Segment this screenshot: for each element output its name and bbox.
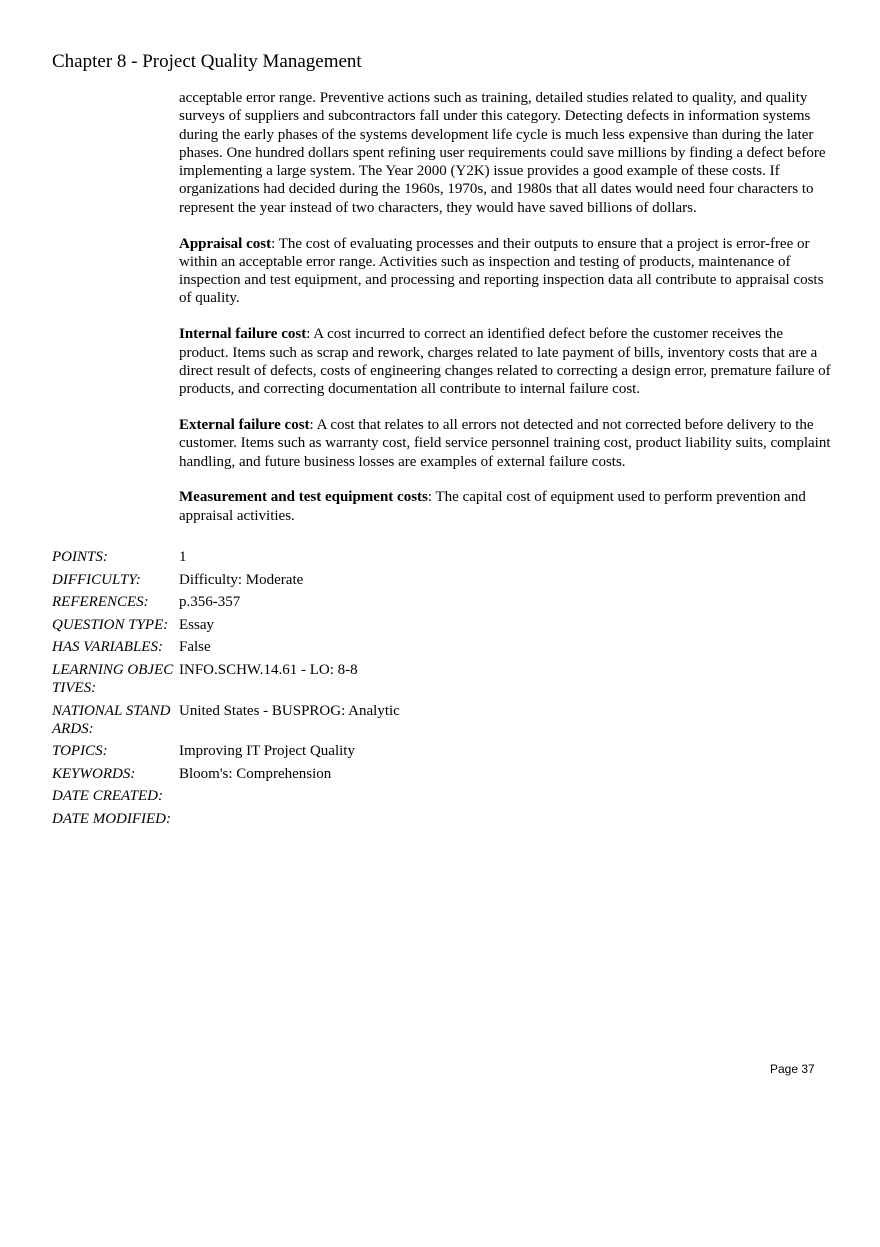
metadata-row-points [52, 548, 692, 566]
keywords-label: KEYWORDS: [52, 765, 136, 782]
has-variables-value: False [179, 639, 211, 656]
learning-objectives-value: INFO.SCHW.14.61 - LO: 8-8 [179, 661, 358, 678]
question-type-value: Essay [179, 616, 214, 633]
measurement-equipment-cost-term: Measurement and test equipment costs [179, 489, 428, 506]
appraisal-cost-paragraph [179, 235, 831, 308]
difficulty-label: DIFFICULTY: [52, 571, 141, 588]
page-number: Page 37 [770, 1062, 815, 1076]
date-modified-value [179, 810, 692, 828]
references-value: p.356-357 [179, 594, 241, 611]
internal-failure-cost-term: Internal failure cost [179, 326, 307, 343]
external-failure-cost-definition: : A cost that relates to all errors not detected and not corrected before delivery to the customer. Items such as warranty cost, field service personnel training cost, product liability suits, complaint handling, and future business losses are examples of external failure costs. [179, 416, 831, 470]
prevention-cost-continuation: acceptable error range. Preventive actions such as training, detailed studies related to quality, and quality surveys of suppliers and subcontractors fall under this category. Detecting defects in information systems during the early phases of the systems development life cycle is much less expensive than during the later phases. One hundred dollars spent refining user requirements could save millions by finding a defect before implementing a large system. The Year 2000 (Y2K) issue provides a good example of these costs. If organizations had decided during the 1960s, 1970s, and 1980s that all dates would need four characters to represent the year instead of two characters, they would have saved billions of dollars. [179, 90, 826, 216]
metadata-row-references [52, 593, 692, 611]
question-metadata [52, 548, 692, 833]
metadata-row-has-variables [52, 638, 692, 656]
topics-value: Improving IT Project Quality [179, 743, 355, 760]
points-label: POINTS: [52, 549, 108, 565]
difficulty-value: Difficulty: Moderate [179, 571, 304, 588]
date-created-label: DATE CREATED: [52, 788, 163, 805]
measurement-equipment-cost-paragraph [179, 488, 831, 525]
metadata-row-learning-objectives [52, 661, 692, 697]
metadata-row-national-standards [52, 702, 692, 738]
metadata-row-difficulty [52, 571, 692, 589]
chapter-title: Chapter 8 - Project Quality Management [52, 51, 362, 72]
points-value: 1 [179, 549, 187, 565]
metadata-row-date-created [52, 787, 692, 805]
has-variables-label: HAS VARIABLES: [52, 639, 163, 656]
metadata-row-question-type [52, 616, 692, 634]
topics-label: TOPICS: [52, 743, 108, 760]
date-modified-label: DATE MODIFIED: [52, 810, 171, 827]
keywords-value: Bloom's: Comprehension [179, 765, 332, 782]
internal-failure-cost-definition: : A cost incurred to correct an identified defect before the customer receives the product. Items such as scrap and rework, charges related to late payment of bills, inventory costs that are a direct result of defects, costs of engineering changes related to correcting a design error, premature failure of products, and correcting documentation all contribute to internal failure cost. [179, 326, 831, 398]
external-failure-cost-paragraph [179, 416, 831, 471]
metadata-row-keywords [52, 765, 692, 783]
references-label: REFERENCES: [52, 594, 149, 611]
external-failure-cost-term: External failure cost [179, 416, 310, 433]
question-type-label: QUESTION TYPE: [52, 616, 169, 633]
internal-failure-cost-paragraph [179, 325, 831, 398]
national-standards-value: United States - BUSPROG: Analytic [179, 702, 400, 719]
date-created-value [179, 787, 692, 805]
national-standards-label: NATIONAL STANDARDS: [52, 702, 171, 737]
metadata-row-topics [52, 742, 692, 760]
answer-body [179, 89, 831, 525]
learning-objectives-label: LEARNING OBJECTIVES: [52, 661, 174, 696]
appraisal-cost-definition: : The cost of evaluating processes and their outputs to ensure that a project is error-free or within an acceptable error range. Activities such as inspection and testing of products, maintenance of inspection and test equipment, and processing and reporting inspection data all contribute to appraisal costs of quality. [179, 235, 824, 307]
appraisal-cost-term: Appraisal cost [179, 235, 272, 252]
metadata-row-date-modified [52, 810, 692, 828]
measurement-equipment-cost-definition: : The capital cost of equipment used to perform prevention and appraisal activities. [179, 489, 806, 524]
